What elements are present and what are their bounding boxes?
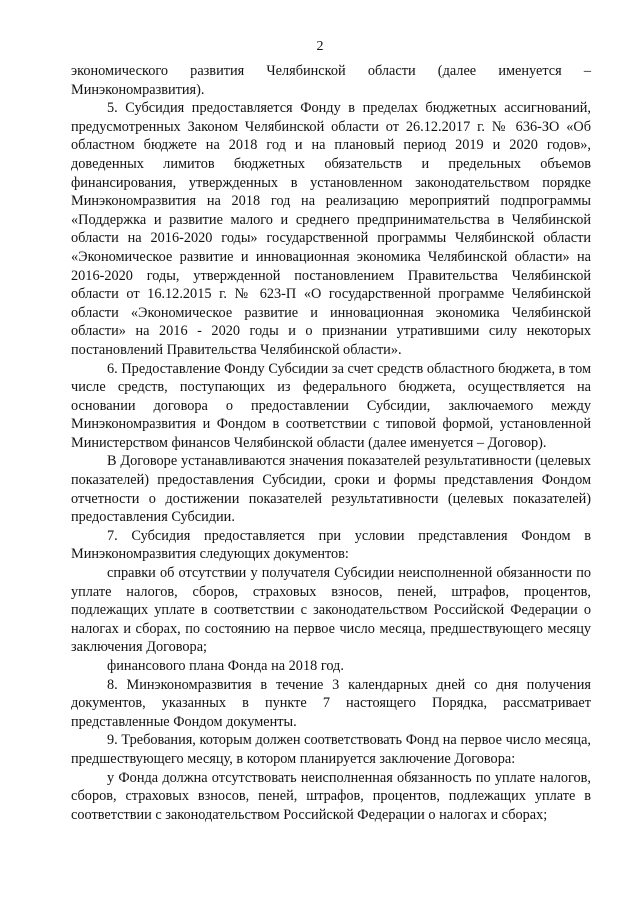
paragraph-item-6: 6. Предоставление Фонду Субсидии за счет средств областного бюджета, в том числе средств, поступающих из федерального бюджета, осуществляется на основании договора о предоставлении Субсидии, заключаемого между Минэкономразвития и Фондом в соответствии с типовой формой, установленной Министерством финансов Челябинской области (далее именуется – Договор). [71,360,591,451]
paragraph-tax-certificate: справки об отсутствии у получателя Субсидии неисполненной обязанности по уплате налогов, сборов, страховых взносов, пеней, штрафов, процентов, подлежащих уплате в соответствии с законодательством Российской Федерации о налогах и сборах, по состоянию на первое число месяца, предшествующего месяцу заключения Договора; [71,565,591,656]
paragraph-agreement-indicators: В Договоре устанавливаются значения показателей результативности (целевых показателей) предоставления Субсидии, сроки и формы представления Фондом отчетности о достижении показателей результативности (целевых показателей) предоставления Субсидии. [71,453,591,526]
paragraph-item-5: 5. Субсидия предоставляется Фонду в пределах бюджетных ассигнований, предусмотренных Законом Челябинской области от 26.12.2017 г. № 636-ЗО «Об областном бюджете на 2018 год и на плановый период 2019 и 2020 годов», доведенных лимитов бюджетных обязательств и предельных объемов финансирования, утвержденных в установленном законодательством порядке Минэкономразвития на 2018 год на реализацию мероприятий подпрограммы «Поддержка и развитие малого и среднего предпринимательства в Челябинской области на 2016-2020 годы» государственной программы Челябинской области «Экономическое развитие и инновационная экономика Челябинской области» на 2016-2020 годы, утвержденной постановлением Правительства Челябинской области от 16.12.2015 г. № 623-П «О государственной программе Челябинской области «Экономическое развитие и инновационная экономика Челябинской области» на 2016 - 2020 годы и о признании утратившими силу некоторых постановлений Правительства Челябинской области». [71,100,591,358]
paragraph-item-9: 9. Требования, которым должен соответствовать Фонд на первое число месяца, предшествующего месяцу, в котором планируется заключение Договора: [71,732,591,767]
document-body [71,62,591,824]
paragraph-item-7: 7. Субсидия предоставляется при условии представления Фондом в Минэкономразвития следующих документов: [71,527,591,563]
paragraph-financial-plan: финансового плана Фонда на 2018 год. [107,658,344,674]
paragraph-item-8: 8. Минэкономразвития в течение 3 календарных дней со дня получения документов, указанных в пункте 7 настоящего Порядка, рассматривает представленные Фондом документы. [71,676,591,730]
paragraph-no-tax-debt: у Фонда должна отсутствовать неисполненная обязанность по уплате налогов, сборов, страховых взносов, пеней, штрафов, процентов, подлежащих уплате в соответствии с законодательством Российской Федерации о налогах и сборах; [71,769,591,823]
paragraph-continuation: экономического развития Челябинской области (далее именуется – Минэкономразвития). [71,63,591,98]
page-number: 2 [316,39,324,54]
